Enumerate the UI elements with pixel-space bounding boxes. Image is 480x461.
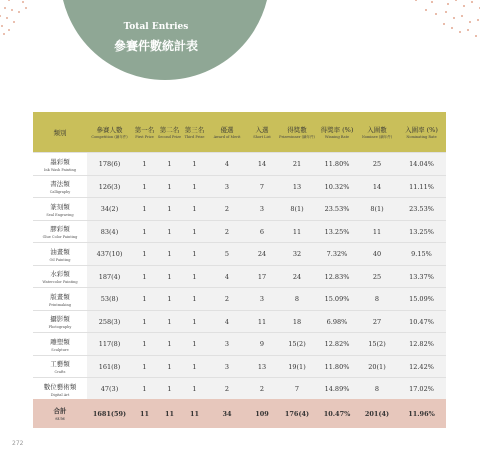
table-cell: 15(2) xyxy=(288,340,306,349)
table-cell: 27 xyxy=(372,317,382,326)
dotted-pattern-decoration-left xyxy=(0,0,60,60)
table-cell: 258(3) xyxy=(98,317,121,326)
category-cell: 工藝類 Crafts xyxy=(33,356,87,379)
table-cell: 17 xyxy=(257,272,267,281)
table-cell: 1 xyxy=(167,250,172,259)
table-cell: 15.09% xyxy=(324,295,350,304)
table-cell: 1 xyxy=(167,205,172,214)
table-row xyxy=(33,242,446,266)
table-cell: 1 xyxy=(192,205,197,214)
table-cell: 24 xyxy=(257,250,267,259)
table-cell: 12.82% xyxy=(409,340,434,349)
total-cell: 176(4) xyxy=(284,409,310,418)
table-cell: 9.15% xyxy=(411,250,432,259)
dotted-pattern-decoration-right xyxy=(396,0,480,45)
header-cell-first-prize: 第一名 First Prize xyxy=(134,125,155,139)
table-cell: 1 xyxy=(142,385,147,394)
category-cell: 墨彩類 Ink Wash Painting xyxy=(33,153,87,176)
table-total-row xyxy=(33,399,446,428)
table-row xyxy=(33,287,446,311)
table-cell: 23.53% xyxy=(324,205,350,214)
table-cell: 14.04% xyxy=(409,160,434,169)
table-cell: 53(8) xyxy=(100,295,119,304)
table-cell: 1 xyxy=(167,340,172,349)
header-cell-category: 類別 xyxy=(53,128,67,137)
table-cell: 1 xyxy=(167,160,172,169)
table-cell: 437(10) xyxy=(96,250,123,259)
header-cell-third-prize: 第三名 Third Prize xyxy=(184,125,205,139)
table-cell: 1 xyxy=(167,362,172,371)
table-cell: 4 xyxy=(224,160,230,169)
table-header-row xyxy=(33,112,446,152)
table-cell: 4 xyxy=(224,272,230,281)
table-cell: 1 xyxy=(192,317,197,326)
table-cell: 161(8) xyxy=(98,362,121,371)
table-cell: 1 xyxy=(142,182,147,191)
table-cell: 83(4) xyxy=(100,227,119,236)
table-cell: 12.83% xyxy=(324,272,350,281)
table-cell: 4 xyxy=(224,317,230,326)
table-cell: 18 xyxy=(292,317,302,326)
table-cell: 1 xyxy=(142,205,147,214)
table-cell: 3 xyxy=(224,362,230,371)
table-row xyxy=(33,152,446,176)
total-cell: 34 xyxy=(222,409,232,418)
entries-table xyxy=(33,112,446,428)
total-cell: 11 xyxy=(139,409,150,418)
category-cell: 水彩類 Watercolor Painting xyxy=(33,266,87,289)
total-category-cell: 合計 SUM xyxy=(53,407,67,421)
table-cell: 1 xyxy=(192,250,197,259)
table-row xyxy=(33,332,446,356)
table-cell: 1 xyxy=(142,160,147,169)
table-cell: 8 xyxy=(374,385,380,394)
table-cell: 11.11% xyxy=(409,182,434,191)
table-cell: 1 xyxy=(142,340,147,349)
table-cell: 11 xyxy=(372,227,382,236)
header-cell-nominee: 入圍數 Nominee (續年件) xyxy=(361,125,393,139)
page-number: 272 xyxy=(12,440,24,447)
category-cell: 書法類 Calligraphy xyxy=(33,176,87,199)
table-cell: 23.53% xyxy=(409,205,434,214)
total-cell: 201(4) xyxy=(364,409,390,418)
table-cell: 13.37% xyxy=(409,272,434,281)
table-cell: 1 xyxy=(167,182,172,191)
table-cell: 8(1) xyxy=(370,205,384,214)
table-cell: 1 xyxy=(192,160,197,169)
table-cell: 15.09% xyxy=(409,295,434,304)
table-cell: 17.02% xyxy=(409,385,434,394)
table-cell: 1 xyxy=(167,385,172,394)
table-cell: 1 xyxy=(192,385,197,394)
table-cell: 8 xyxy=(294,295,300,304)
table-cell: 13.25% xyxy=(409,227,434,236)
table-cell: 12.42% xyxy=(409,362,434,371)
table-cell: 3 xyxy=(259,205,265,214)
table-cell: 2 xyxy=(259,385,265,394)
table-row xyxy=(33,175,446,199)
header-cell-winning-rate: 得獎率 (%) Winning Rate xyxy=(320,125,354,139)
table-cell: 126(3) xyxy=(98,182,121,191)
category-cell: 油畫類 Oil Painting xyxy=(33,243,87,266)
table-cell: 1 xyxy=(142,227,147,236)
table-cell: 6 xyxy=(259,227,265,236)
category-cell: 版畫類 Printmaking xyxy=(33,288,87,311)
table-cell: 1 xyxy=(192,227,197,236)
table-cell: 13.25% xyxy=(324,227,350,236)
table-cell: 12.82% xyxy=(324,340,350,349)
table-cell: 178(6) xyxy=(98,160,121,169)
table-cell: 1 xyxy=(167,227,172,236)
table-cell: 1 xyxy=(192,362,197,371)
table-cell: 24 xyxy=(292,272,302,281)
table-cell: 10.32% xyxy=(324,182,350,191)
table-cell: 20(1) xyxy=(368,362,386,371)
category-cell: 篆刻類 Seal Engraving xyxy=(33,198,87,221)
table-cell: 40 xyxy=(372,250,382,259)
table-cell: 2 xyxy=(224,295,230,304)
table-cell: 2 xyxy=(224,205,230,214)
table-cell: 1 xyxy=(167,272,172,281)
total-cell: 11 xyxy=(189,409,200,418)
table-cell: 2 xyxy=(224,227,230,236)
table-cell: 5 xyxy=(224,250,230,259)
category-cell: 雕塑類 Sculpture xyxy=(33,333,87,356)
table-cell: 9 xyxy=(259,340,265,349)
table-row xyxy=(33,220,446,244)
header-cell-shortlist: 入選 Short List xyxy=(253,125,271,139)
table-cell: 11 xyxy=(257,317,267,326)
table-cell: 14 xyxy=(372,182,382,191)
total-cell: 10.47% xyxy=(323,409,351,418)
page-title: Total Entries xyxy=(123,22,189,32)
total-cell: 1681(59) xyxy=(92,409,127,418)
table-cell: 117(8) xyxy=(98,340,121,349)
table-cell: 1 xyxy=(142,362,147,371)
table-cell: 14.89% xyxy=(324,385,350,394)
table-cell: 1 xyxy=(142,317,147,326)
page-subtitle: 參賽件數統計表 xyxy=(113,39,198,53)
table-cell: 7.32% xyxy=(326,250,348,259)
table-cell: 7 xyxy=(259,182,265,191)
table-cell: 1 xyxy=(192,272,197,281)
table-cell: 34(2) xyxy=(100,205,119,214)
table-cell: 1 xyxy=(142,295,147,304)
header-cell-participants: 參賽人數 Competition (續年件) xyxy=(91,125,128,139)
header-cell-merit: 優選 Award of Merit xyxy=(213,125,241,139)
table-cell: 10.47% xyxy=(409,317,434,326)
table-cell: 13 xyxy=(257,362,267,371)
table-cell: 1 xyxy=(142,272,147,281)
table-cell: 1 xyxy=(142,250,147,259)
table-cell: 25 xyxy=(372,160,382,169)
table-cell: 3 xyxy=(224,182,230,191)
header-cell-nominating-rate: 入圍率 (%) Nominating Rate xyxy=(405,125,438,139)
table-cell: 47(3) xyxy=(100,385,119,394)
table-cell: 21 xyxy=(292,160,302,169)
table-cell: 3 xyxy=(259,295,265,304)
table-cell: 11.80% xyxy=(324,160,350,169)
total-cell: 11 xyxy=(164,409,175,418)
table-cell: 11.80% xyxy=(324,362,350,371)
total-cell: 11.96% xyxy=(408,409,435,418)
table-cell: 14 xyxy=(257,160,267,169)
total-cell: 109 xyxy=(255,409,269,418)
table-cell: 15(2) xyxy=(368,340,386,349)
table-row xyxy=(33,355,446,379)
table-cell: 1 xyxy=(167,295,172,304)
table-cell: 6.98% xyxy=(326,317,348,326)
table-cell: 1 xyxy=(192,340,197,349)
table-row xyxy=(33,377,446,401)
table-cell: 187(4) xyxy=(98,272,121,281)
table-cell: 11 xyxy=(292,227,302,236)
table-row xyxy=(33,265,446,289)
table-cell: 3 xyxy=(224,340,230,349)
table-cell: 7 xyxy=(294,385,300,394)
table-cell: 1 xyxy=(192,182,197,191)
table-cell: 25 xyxy=(372,272,382,281)
header-cell-prizewinner: 得獎數 Prizewinner (續年件) xyxy=(279,125,315,139)
table-cell: 13 xyxy=(292,182,302,191)
table-cell: 2 xyxy=(224,385,230,394)
table-cell: 8 xyxy=(374,295,380,304)
table-cell: 19(1) xyxy=(288,362,306,371)
table-row xyxy=(33,310,446,334)
table-cell: 32 xyxy=(292,250,302,259)
category-cell: 數位藝術類 Digital Art xyxy=(33,378,87,401)
table-row xyxy=(33,197,446,221)
category-cell: 攝影類 Photography xyxy=(33,311,87,334)
table-cell: 1 xyxy=(192,295,197,304)
category-cell: 膠彩類 Glue Color Painting xyxy=(33,221,87,244)
table-cell: 1 xyxy=(167,317,172,326)
table-cell: 8(1) xyxy=(290,205,304,214)
header-cell-second-prize: 第二名 Second Prize xyxy=(157,125,182,139)
